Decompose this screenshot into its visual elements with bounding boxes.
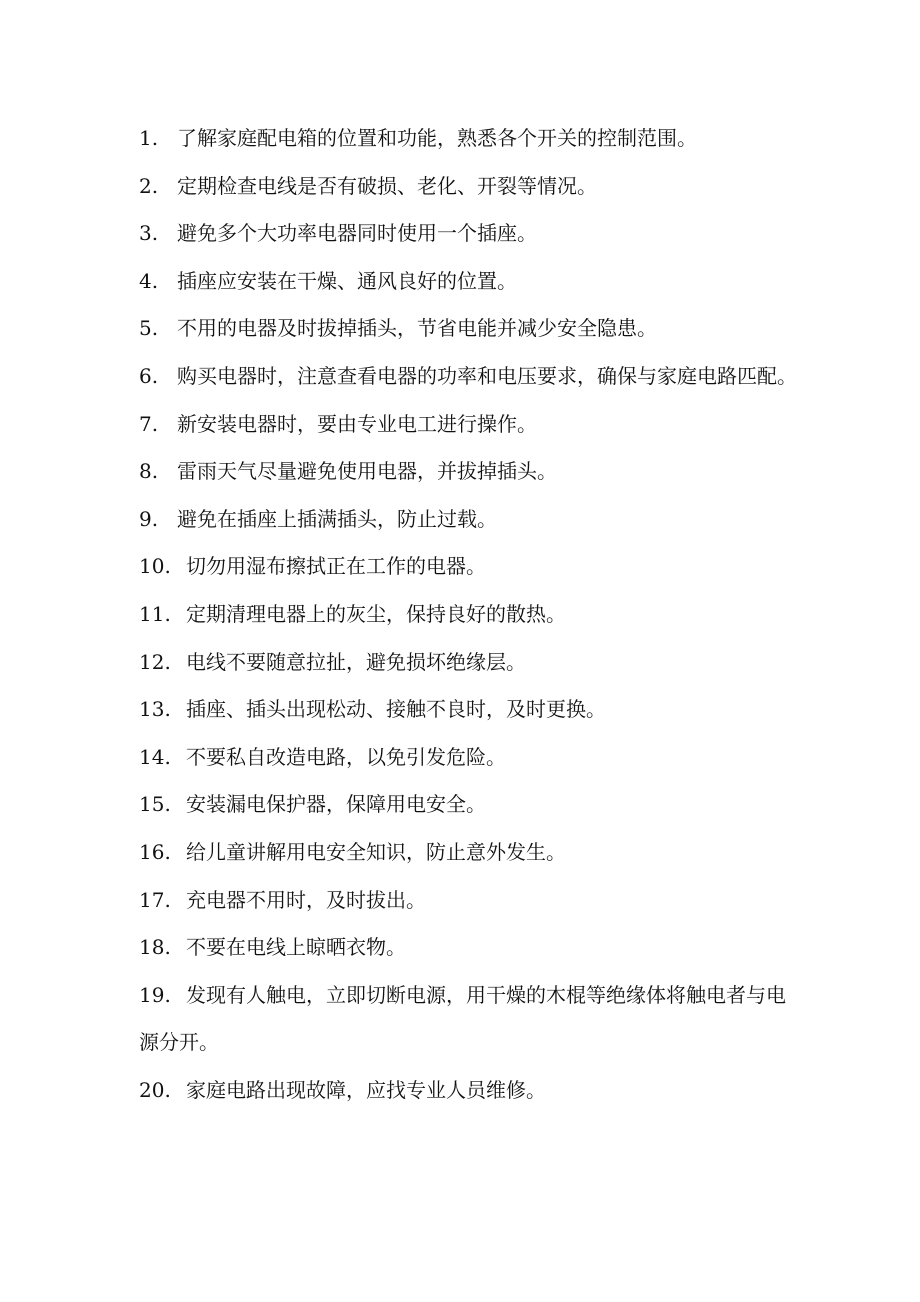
item-text: 电线不要随意拉扯，避免损坏绝缘层。 — [186, 649, 526, 674]
list-item — [139, 448, 799, 496]
item-text: 不要私自改造电路，以免引发危险。 — [186, 744, 506, 769]
list-item — [139, 877, 799, 925]
item-number: 12. — [139, 649, 171, 674]
item-text: 不用的电器及时拔掉插头，节省电能并减少安全隐患。 — [177, 316, 657, 341]
item-text: 发现有人触电，立即切断电源，用干燥的木棍等绝缘体将触电者与电源分开。 — [139, 982, 786, 1055]
item-text: 购买电器时，注意查看电器的功率和电压要求，确保与家庭电路匹配。 — [177, 363, 797, 388]
item-text: 插座、插头出现松动、接触不良时，及时更换。 — [186, 697, 606, 722]
list-item — [139, 258, 799, 306]
item-number: 15. — [139, 792, 171, 817]
item-number: 20. — [139, 1077, 171, 1102]
item-number: 7. — [139, 411, 159, 436]
item-text: 充电器不用时，及时拔出。 — [186, 887, 426, 912]
item-number: 17. — [139, 887, 171, 912]
item-text: 插座应安装在干燥、通风良好的位置。 — [177, 268, 517, 293]
list-item — [139, 781, 799, 829]
item-text: 新安装电器时，要由专业电工进行操作。 — [177, 411, 537, 436]
item-text: 避免在插座上插满插头，防止过载。 — [177, 506, 497, 531]
list-item — [139, 401, 799, 449]
list-item — [139, 543, 799, 591]
list-item — [139, 305, 799, 353]
list-item — [139, 115, 799, 163]
item-number: 1. — [139, 126, 159, 150]
item-number: 13. — [139, 697, 171, 722]
item-text: 家庭电路出现故障，应找专业人员维修。 — [186, 1077, 546, 1102]
item-text: 切勿用湿布擦拭正在工作的电器。 — [186, 554, 486, 579]
list-item — [139, 924, 799, 972]
item-number: 10. — [139, 554, 171, 579]
list-item — [139, 353, 799, 401]
list-item — [139, 496, 799, 544]
safety-tips-list — [139, 115, 799, 1114]
item-number: 5. — [139, 316, 159, 341]
item-text: 了解家庭配电箱的位置和功能，熟悉各个开关的控制范围。 — [177, 126, 697, 150]
item-text: 定期检查电线是否有破损、老化、开裂等情况。 — [177, 173, 597, 198]
list-item — [139, 163, 799, 211]
item-number: 14. — [139, 744, 171, 769]
item-number: 16. — [139, 839, 171, 864]
list-item — [139, 829, 799, 877]
item-text: 雷雨天气尽量避免使用电器，并拔掉插头。 — [177, 459, 557, 484]
item-number: 2. — [139, 173, 159, 198]
item-number: 19. — [139, 982, 171, 1007]
item-text: 避免多个大功率电器同时使用一个插座。 — [177, 221, 537, 246]
item-number: 4. — [139, 268, 159, 293]
item-number: 11. — [139, 601, 171, 626]
list-item — [139, 210, 799, 258]
item-number: 8. — [139, 459, 159, 484]
list-item — [139, 639, 799, 687]
list-item — [139, 972, 799, 1067]
item-text: 定期清理电器上的灰尘，保持良好的散热。 — [186, 601, 566, 626]
list-item — [139, 591, 799, 639]
item-text: 不要在电线上晾晒衣物。 — [186, 935, 406, 960]
item-number: 9. — [139, 506, 159, 531]
item-number: 6. — [139, 363, 159, 388]
list-item — [139, 734, 799, 782]
item-text: 安装漏电保护器，保障用电安全。 — [186, 792, 486, 817]
list-item — [139, 1067, 799, 1115]
item-text: 给儿童讲解用电安全知识，防止意外发生。 — [186, 839, 566, 864]
item-number: 18. — [139, 935, 171, 960]
item-number: 3. — [139, 221, 159, 246]
list-item — [139, 686, 799, 734]
